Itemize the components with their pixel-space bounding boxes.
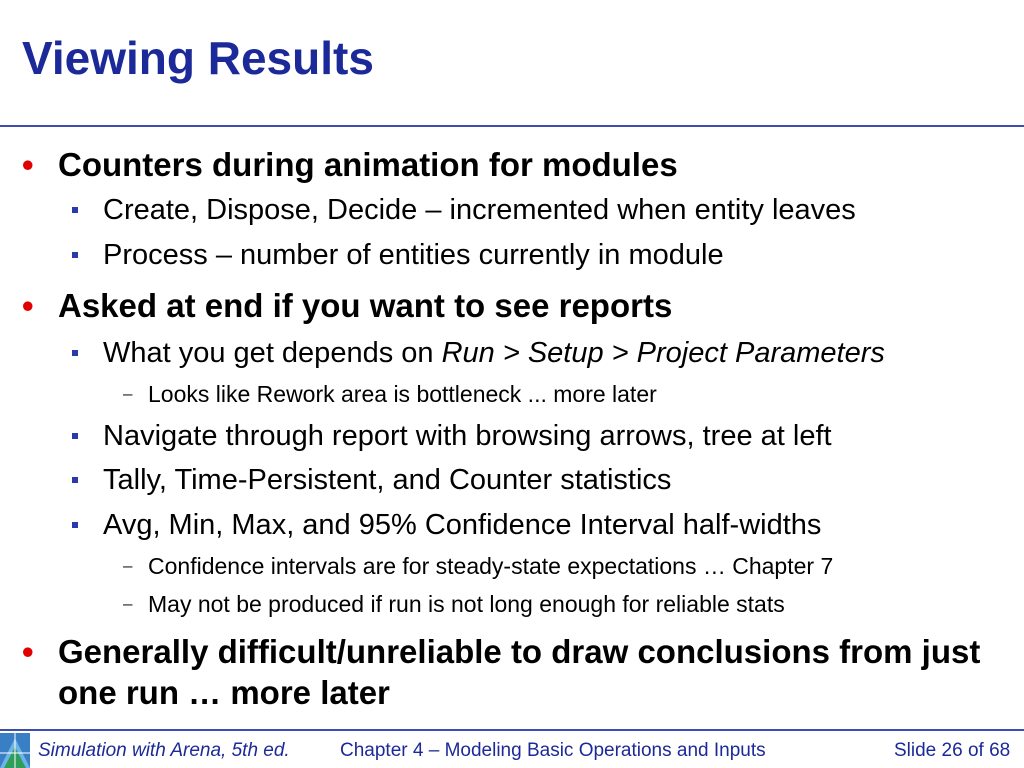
- bullet-level2: [103, 507, 821, 543]
- square-bullet-icon: [72, 207, 78, 213]
- slide-footer: [0, 729, 1024, 768]
- bullet-level1: [22, 144, 678, 185]
- bullet-level2: [103, 237, 724, 273]
- bullet-level3: [123, 379, 657, 409]
- square-bullet-icon: [72, 433, 78, 439]
- bullet-dot-icon: •: [22, 633, 34, 670]
- bullet-dot-icon: •: [22, 287, 34, 324]
- bullet-level2: [103, 192, 856, 228]
- footer-divider: [0, 729, 1024, 731]
- bullet-text: Asked at end if you want to see reports: [58, 287, 673, 324]
- footer-slide-number: Slide 26 of 68: [894, 740, 1011, 761]
- dash-bullet-icon: –: [123, 594, 133, 613]
- slide-title: Viewing Results: [22, 32, 374, 84]
- bullet-text: Counters during animation for modules: [58, 146, 678, 183]
- bullet-text: Avg, Min, Max, and 95% Confidence Interval half-widths: [103, 509, 822, 541]
- bullet-text: May not be produced if run is not long enough for reliable stats: [148, 591, 785, 617]
- square-bullet-icon: [72, 477, 78, 483]
- square-bullet-icon: [72, 252, 78, 258]
- menu-path-text: Run > Setup > Project Parameters: [441, 337, 885, 369]
- bullet-level2: [103, 462, 671, 498]
- title-divider: [0, 125, 1024, 127]
- bullet-level1: [22, 285, 673, 326]
- bullet-level3: [123, 551, 834, 581]
- bullet-text: Looks like Rework area is bottleneck ... more later: [148, 381, 657, 407]
- arena-logo-icon: [0, 733, 30, 768]
- footer-book-title: Simulation with Arena, 5th ed.: [38, 740, 290, 761]
- dash-bullet-icon: –: [123, 556, 133, 575]
- bullet-text: Confidence intervals are for steady-state expectations … Chapter 7: [148, 553, 834, 579]
- bullet-text: Tally, Time-Persistent, and Counter statistics: [103, 464, 672, 496]
- bullet-text: Process – number of entities currently in module: [103, 239, 724, 271]
- bullet-level2: [103, 335, 885, 371]
- square-bullet-icon: [72, 522, 78, 528]
- bullet-level2: [103, 418, 832, 454]
- bullet-text: Navigate through report with browsing arrows, tree at left: [103, 420, 832, 452]
- footer-chapter: Chapter 4 – Modeling Basic Operations and Inputs: [340, 740, 766, 761]
- bullet-text: Create, Dispose, Decide – incremented when entity leaves: [103, 194, 856, 226]
- dash-bullet-icon: –: [123, 384, 133, 403]
- bullet-level1: [22, 631, 1008, 713]
- bullet-text: What you get depends on: [103, 337, 442, 369]
- bullet-dot-icon: •: [22, 146, 34, 183]
- square-bullet-icon: [72, 350, 78, 356]
- bullet-text: Generally difficult/unreliable to draw conclusions from just one run … more later: [58, 633, 981, 711]
- bullet-level3: [123, 589, 785, 619]
